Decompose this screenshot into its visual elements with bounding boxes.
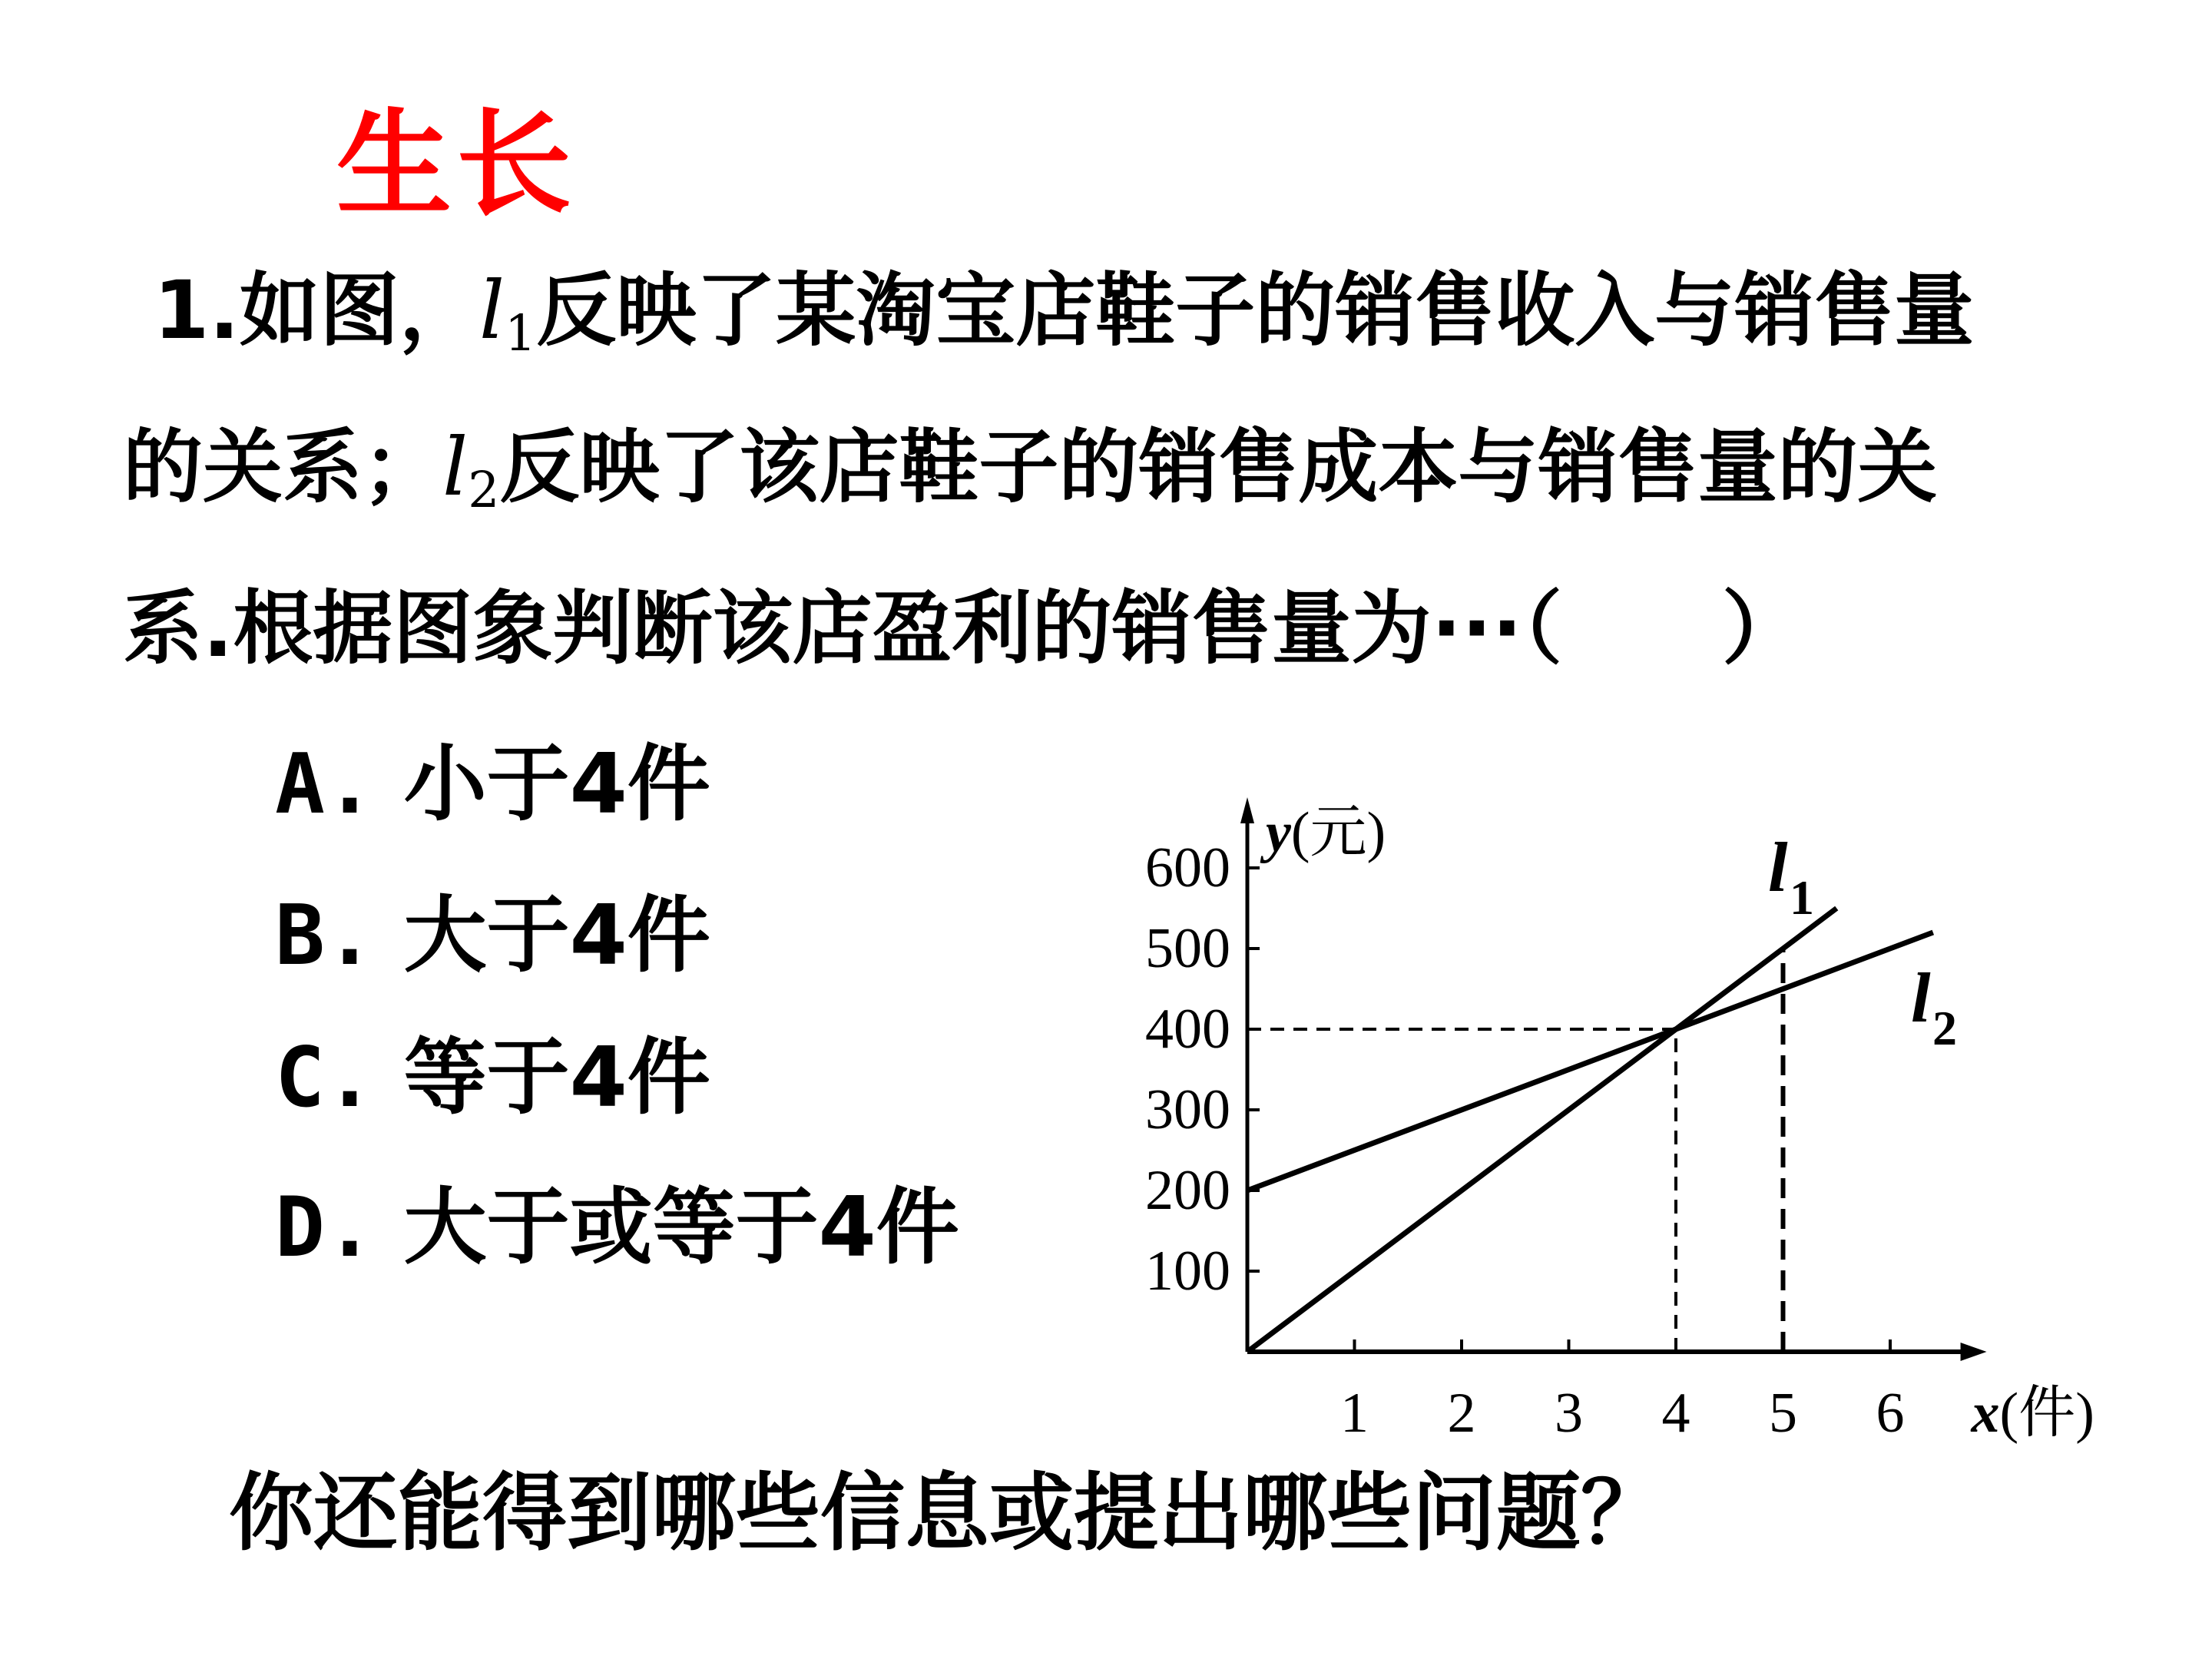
- y-axis-label: y(元): [1266, 801, 1386, 864]
- followup-question: 你还能得到哪些信息或提出哪些问题？: [229, 1464, 1665, 1562]
- question-text-2b: 反映了该店鞋子的销售成本与销售量的关: [499, 420, 1938, 514]
- option-b-letter: B.: [275, 888, 376, 984]
- option-c-text: 等于4件: [403, 1030, 710, 1126]
- series-line-l1: [1247, 909, 1836, 1353]
- option-d-letter: D.: [275, 1180, 376, 1276]
- option-a-letter: A.: [275, 737, 376, 833]
- series-label-l1: l: [1768, 828, 1788, 906]
- l2-symbol: $l_2$: [442, 420, 500, 520]
- question-text-1b: 反映了某淘宝店鞋子的销售收入与销售量: [536, 263, 1975, 357]
- series-label-sub-l1: 1: [1790, 870, 1814, 925]
- x-tick-label: 3: [1555, 1382, 1583, 1445]
- y-tick-label: 600: [1145, 836, 1230, 899]
- y-tick-label: 100: [1145, 1240, 1230, 1303]
- x-tick-label: 4: [1661, 1382, 1690, 1445]
- page-title: 生长: [336, 98, 577, 232]
- x-tick-label: 2: [1447, 1382, 1476, 1445]
- x-tick-label: 5: [1769, 1382, 1797, 1445]
- y-axis-arrow: [1240, 797, 1254, 823]
- option-b-text: 大于4件: [403, 888, 710, 984]
- x-tick-label: 6: [1876, 1382, 1905, 1445]
- series-label-l2: l: [1911, 959, 1931, 1037]
- option-d-text: 大于或等于4件: [403, 1180, 959, 1276]
- question-number: 1.: [154, 263, 240, 357]
- series-line-l2: [1247, 932, 1933, 1190]
- y-tick-label: 300: [1145, 1078, 1230, 1141]
- series-label-sub-l2: 2: [1932, 1001, 1957, 1055]
- option-c-letter: C.: [275, 1030, 376, 1126]
- question-text-3: 系.根据图象判断该店盈利的销售量为···（ ）: [123, 581, 1803, 675]
- x-tick-label: 1: [1340, 1382, 1369, 1445]
- y-tick-label: 400: [1145, 998, 1230, 1061]
- l1-symbol: $l_1$: [478, 263, 537, 363]
- option-a-text: 小于4件: [403, 737, 710, 833]
- x-axis-label: x(件): [1971, 1382, 2094, 1445]
- question-text-1a: 如图，: [239, 263, 479, 357]
- question-text-2a: 的关系；: [123, 420, 443, 514]
- y-tick-label: 200: [1145, 1159, 1230, 1222]
- x-axis-arrow: [1961, 1343, 1987, 1361]
- y-tick-label: 500: [1145, 917, 1230, 980]
